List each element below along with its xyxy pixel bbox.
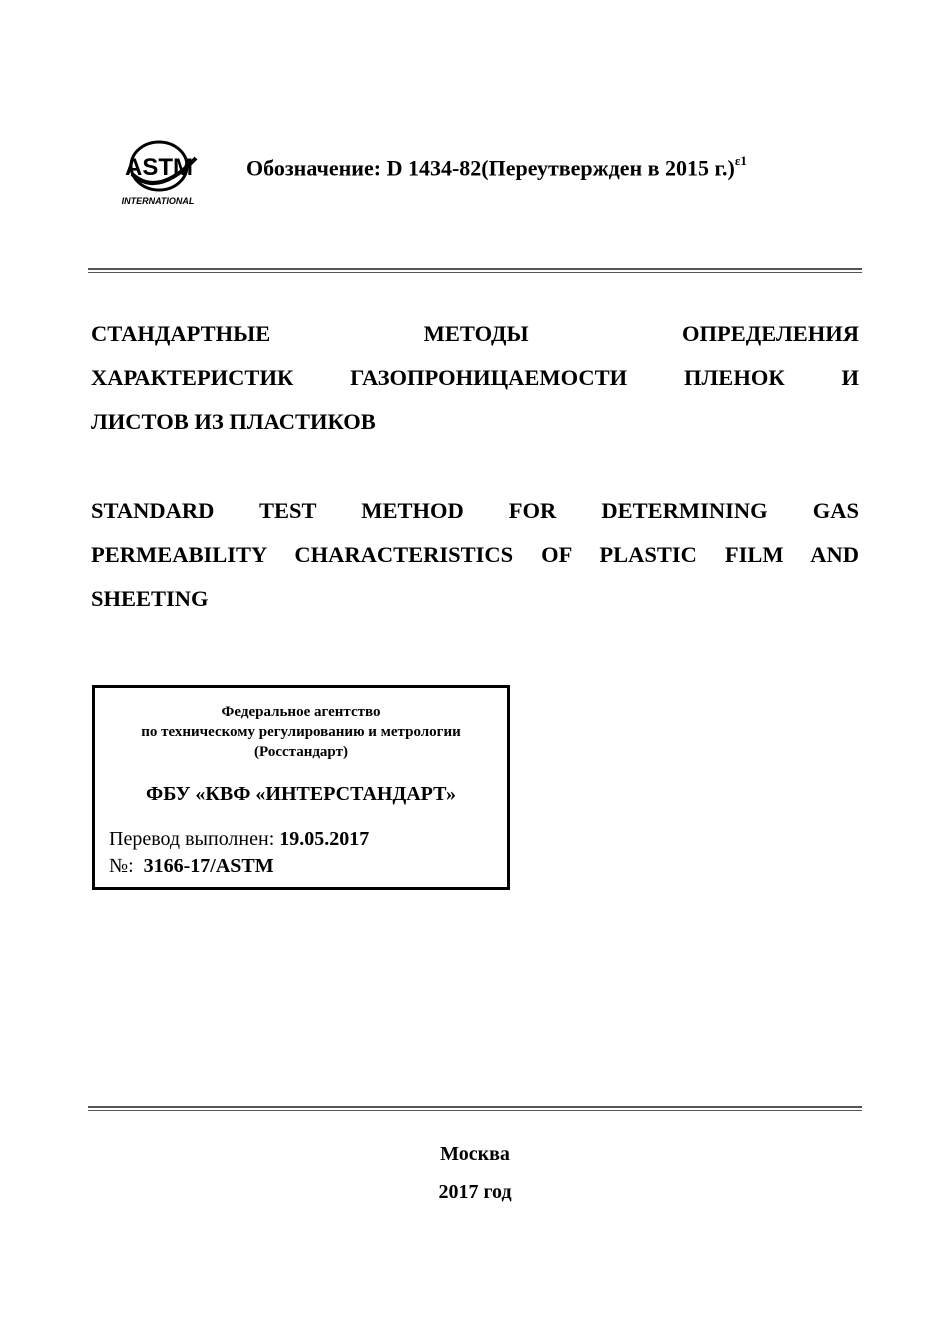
agency-line: по техническому регулированию и метрологии (141, 724, 461, 740)
title-en-line: PERMEABILITY CHARACTERISTICS OF PLASTIC FILM AND (91, 542, 859, 567)
svg-text:INTERNATIONAL: INTERNATIONAL (121, 196, 195, 206)
translation-number: 3166-17/ASTM (143, 855, 274, 877)
publication-city: Москва (440, 1143, 510, 1165)
svg-text:ASTM: ASTM (125, 154, 193, 181)
astm-logo (118, 128, 204, 208)
translation-number-line (109, 855, 274, 878)
publication-year: 2017 год (438, 1181, 512, 1203)
standard-designation (246, 155, 747, 181)
translation-label: Перевод выполнен: (109, 828, 275, 850)
translation-date-line (109, 828, 369, 851)
organization-name: ФБУ «КВФ «ИНТЕРСТАНДАРТ» (146, 783, 456, 805)
title-ru-line: ЛИСТОВ ИЗ ПЛАСТИКОВ (91, 409, 376, 434)
bottom-divider (88, 1106, 862, 1111)
agency-line: Федеральное агентство (221, 704, 381, 720)
title-russian (91, 312, 859, 444)
translation-date: 19.05.2017 (279, 828, 370, 850)
number-label: №: (109, 855, 134, 877)
title-ru-line: СТАНДАРТНЫЕ МЕТОДЫ ОПРЕДЕЛЕНИЯ (91, 321, 859, 346)
title-ru-line: ХАРАКТЕРИСТИК ГАЗОПРОНИЦАЕМОСТИ ПЛЕНОК И (91, 365, 859, 390)
designation-text: Обозначение: D 1434-82(Переутвержден в 2015 г.) (246, 155, 735, 181)
title-en-line: STANDARD TEST METHOD FOR DETERMINING GAS (91, 498, 859, 523)
agency-name (95, 702, 507, 762)
agency-line: (Росстандарт) (254, 744, 348, 760)
astm-logo-icon (118, 128, 204, 208)
title-english (91, 489, 859, 621)
top-divider (88, 268, 862, 273)
translation-stamp (92, 685, 510, 890)
designation-superscript: ε1 (734, 153, 747, 168)
title-en-line: SHEETING (91, 586, 209, 611)
